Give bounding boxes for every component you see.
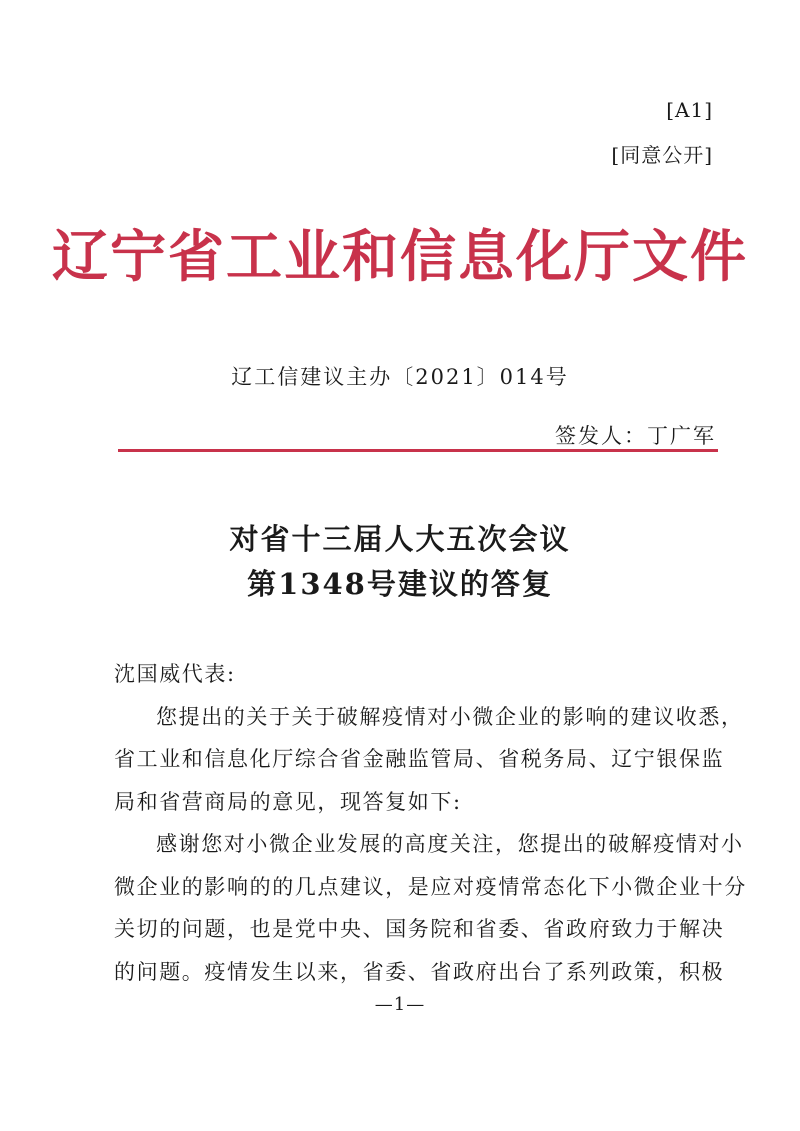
letter-body [114,653,747,993]
reply-title-line-2: 第1348号建议的答复 [247,567,553,601]
body-line: 感谢您对小微企业发展的高度关注，您提出的破解疫情对小 [156,832,744,856]
body-line: 局和省营商局的意见，现答复如下: [114,789,462,814]
red-divider [118,449,718,452]
body-line: 的问题。疫情发生以来，省委、省政府出台了系列政策，积极 [114,959,725,984]
document-number: 辽工信建议主办〔2021〕014号 [231,365,569,389]
reply-title-line-1: 对省十三届人大五次会议 [229,522,571,556]
body-line: 您提出的关于关于破解疫情对小微企业的影响的建议收悉， [156,704,744,729]
signer-line: 签发人：丁广军 [555,424,716,448]
salutation: 沈国威代表: [114,662,236,686]
letterhead-title: 辽宁省工业和信息化厅文件 [52,225,748,290]
body-line: 关切的问题，也是党中央、国务院和省委、省政府致力于解决 [114,917,725,941]
body-line: 省工业和信息化厅综合省金融监管局、省税务局、辽宁银保监 [114,747,725,771]
disclosure-label: [同意公开] [611,143,713,167]
doc-class-label: [A1] [666,98,713,122]
body-line: 微企业的影响的的几点建议，是应对疫情常态化下小微企业十分 [114,874,747,899]
page-number: —1— [374,994,426,1015]
